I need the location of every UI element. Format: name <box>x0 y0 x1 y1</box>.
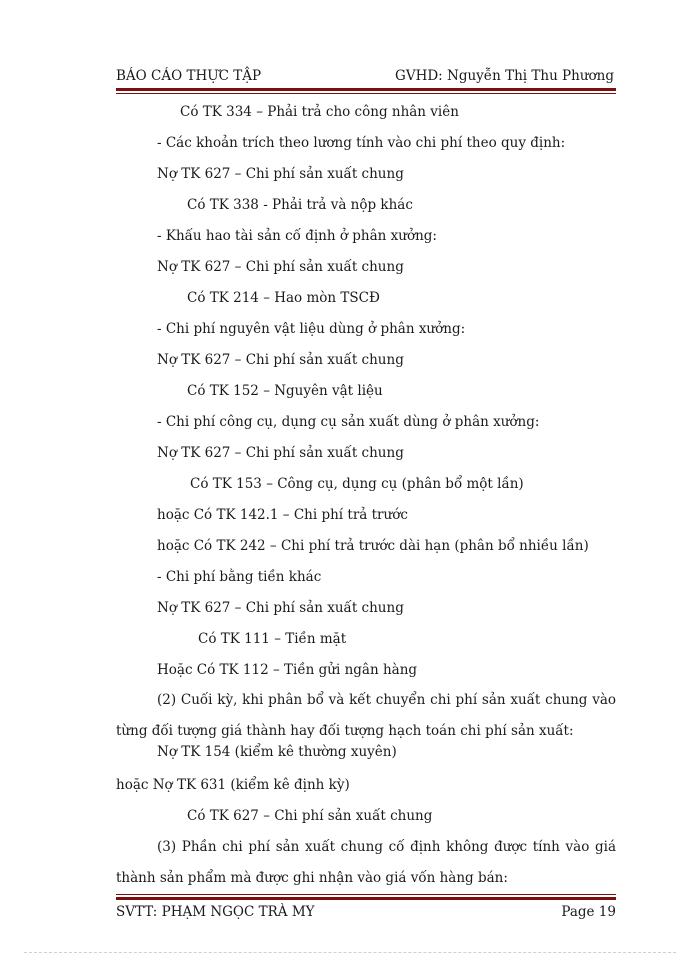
footer-page-number: Page 19 <box>561 904 616 920</box>
entry-line: Có TK 338 - Phải trả và nộp khác <box>187 197 413 213</box>
entry-line: Nợ TK 627 – Chi phí sản xuất chung <box>157 352 404 368</box>
footer-student-name: SVTT: PHẠM NGỌC TRÀ MY <box>116 904 315 920</box>
header-report-title: BÁO CÁO THỰC TẬP <box>116 68 262 84</box>
entry-line: hoặc Có TK 242 – Chi phí trả trước dài hạn (phân bổ nhiều lần) <box>157 538 589 554</box>
page-edge-divider <box>24 952 676 953</box>
entry-line: Có TK 152 – Nguyên vật liệu <box>187 383 383 399</box>
entry-line: Có TK 111 – Tiền mặt <box>198 631 347 647</box>
header-supervisor: GVHD: Nguyễn Thị Thu Phương <box>395 68 614 84</box>
entry-line: Nợ TK 627 – Chi phí sản xuất chung <box>157 445 404 461</box>
entry-line: Nợ TK 627 – Chi phí sản xuất chung <box>157 166 404 182</box>
header-rule-thin <box>116 93 616 94</box>
entry-line: Có TK 153 – Công cụ, dụng cụ (phân bổ một lần) <box>190 476 524 492</box>
entry-line: hoặc Nợ TK 631 (kiểm kê định kỳ) <box>116 777 350 793</box>
paragraph-3: (3) Phần chi phí sản xuất chung cố định không được tính vào giá thành sản phẩm mà được ghi nhận vào giá vốn hàng bán: <box>116 839 616 886</box>
entry-line: - Chi phí công cụ, dụng cụ sản xuất dùng ở phân xưởng: <box>157 414 540 430</box>
footer-rule-thin <box>116 894 616 895</box>
entry-line: hoặc Có TK 142.1 – Chi phí trả trước <box>157 507 408 523</box>
entry-line: - Chi phí nguyên vật liệu dùng ở phân xưởng: <box>157 321 466 337</box>
entry-line: Có TK 334 – Phải trả cho công nhân viên <box>180 104 459 120</box>
entry-line: Nợ TK 154 (kiểm kê thường xuyên) <box>157 744 397 760</box>
header-rule-thick <box>116 88 616 91</box>
entry-line: - Khấu hao tài sản cố định ở phân xưởng: <box>157 228 437 244</box>
entry-line: - Chi phí bằng tiền khác <box>157 569 322 585</box>
page-header <box>116 68 614 88</box>
entry-line: Nợ TK 627 – Chi phí sản xuất chung <box>157 600 404 616</box>
entry-line: Có TK 627 – Chi phí sản xuất chung <box>187 808 433 824</box>
entry-line: - Các khoản trích theo lương tính vào chi phí theo quy định: <box>157 135 566 151</box>
entry-line: Nợ TK 627 – Chi phí sản xuất chung <box>157 259 404 275</box>
paragraph-2: (2) Cuối kỳ, khi phân bổ và kết chuyển chi phí sản xuất chung vào từng đối tượng giá thành hay đối tượng hạch toán chi phí sản xuất: <box>116 692 616 739</box>
entry-line: Hoặc Có TK 112 – Tiền gửi ngân hàng <box>157 662 418 678</box>
footer-rule-thick <box>116 897 616 900</box>
entry-line: Có TK 214 – Hao mòn TSCĐ <box>187 290 380 306</box>
